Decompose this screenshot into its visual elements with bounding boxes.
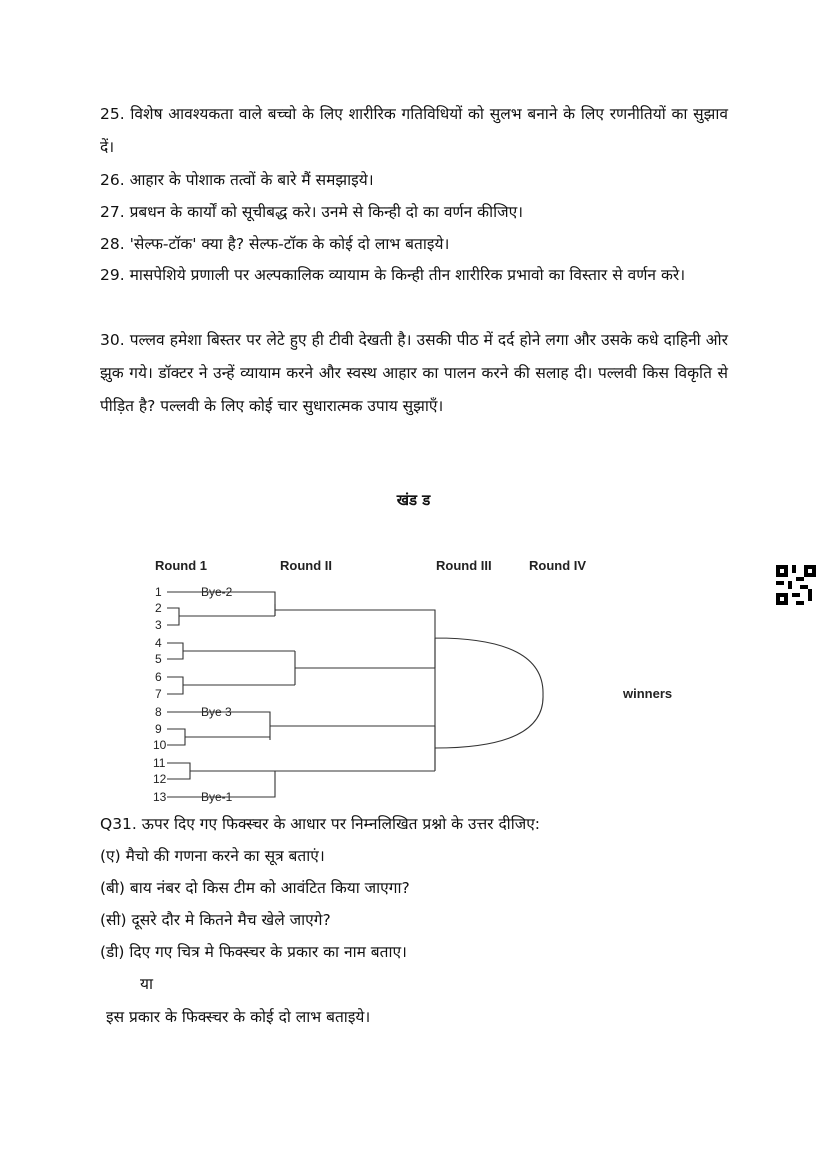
question-27: 27. प्रबधन के कार्यों को सूचीबद्ध करे। उनमे से किन्ही दो का वर्णन कीजिए। (100, 203, 524, 221)
round-label-3: Round III (436, 558, 492, 573)
team-label: 10 (153, 738, 167, 752)
team-label: 8 (155, 705, 162, 719)
qr-code-icon (776, 565, 816, 605)
bracket-line (167, 729, 270, 745)
team-label: 11 (153, 756, 166, 770)
question-29: 29. मासपेशिये प्रणाली पर अल्पकालिक व्यायाम के किन्ही तीन शारीरिक प्रभावो का विस्तार से वर्णन करे। (100, 266, 686, 284)
section-title: खंड ड (396, 491, 431, 509)
q31-alternative: इस प्रकार के फिक्स्चर के कोई दो लाभ बताइये। (106, 1008, 371, 1026)
question-26: 26. आहार के पोशाक तत्वों के बारे मैं समझाइये। (100, 171, 374, 189)
question-28: 28. 'सेल्फ-टॉक' क्या है? सेल्फ-टॉक के कोई दो लाभ बताइये। (100, 235, 450, 253)
q31-part-d: (डी) दिए गए चित्र मे फिक्स्चर के प्रकार का नाम बताए। (100, 943, 407, 961)
bracket-line (167, 643, 295, 659)
bye-label: Bye-1 (201, 790, 233, 804)
q31-intro: Q31. ऊपर दिए गए फिक्स्चर के आधार पर निम्नलिखित प्रश्नो के उत्तर दीजिए: (100, 815, 540, 833)
bracket-line (167, 608, 275, 625)
bracket-line (167, 677, 295, 694)
bracket-line (275, 610, 543, 695)
bracket-line (167, 763, 275, 779)
bye-label: Bye 3 (201, 705, 232, 719)
team-label: 3 (155, 618, 162, 632)
team-label: 6 (155, 670, 162, 684)
q31-part-c: (सी) दूसरे दौर मे कितने मैच खेले जाएगे? (100, 911, 331, 929)
fixture-diagram (145, 550, 705, 810)
bracket-line (270, 695, 543, 771)
team-label: 7 (155, 687, 162, 701)
bye-label: Bye-2 (201, 585, 233, 599)
round-label-2: Round II (280, 558, 332, 573)
team-label: 9 (155, 722, 162, 736)
round-label-4: Round IV (529, 558, 587, 573)
bracket-line (295, 651, 305, 685)
team-label: 12 (153, 772, 167, 786)
round-label-1: Round 1 (155, 558, 207, 573)
team-label: 13 (153, 790, 167, 804)
team-label: 5 (155, 652, 162, 666)
winner-label: winners (623, 686, 673, 701)
q31-part-a: (ए) मैचो की गणना करने का सूत्र बताएं। (100, 847, 325, 865)
team-label: 2 (155, 601, 162, 615)
team-label: 4 (155, 636, 162, 650)
question-25: 25. विशेष आवश्यकता वाले बच्चो के लिए शारीरिक गतिविधियों को सुलभ बनाने के लिए रणनीतियों का सुझाव दें। (100, 105, 728, 156)
team-label: 1 (155, 585, 162, 599)
question-30: 30. पल्लव हमेशा बिस्तर पर लेटे हुए ही टीवी देखती है। उसकी पीठ में दर्द होने लगा और उसके कधे दाहिनी ओर झुक गये। डॉक्टर ने उन्हें व्यायाम करने और स्वस्थ आहार का पालन करने की सलाह दी। पल्लवी किस विकृति से पीड़ित है? पल्लवी के लिए कोई चार सुधारात्मक उपाय सुझाएँ। (100, 331, 728, 415)
or-separator: या (140, 975, 154, 993)
q31-part-b: (बी) बाय नंबर दो किस टीम को आवंटित किया जाएगा? (100, 879, 410, 897)
